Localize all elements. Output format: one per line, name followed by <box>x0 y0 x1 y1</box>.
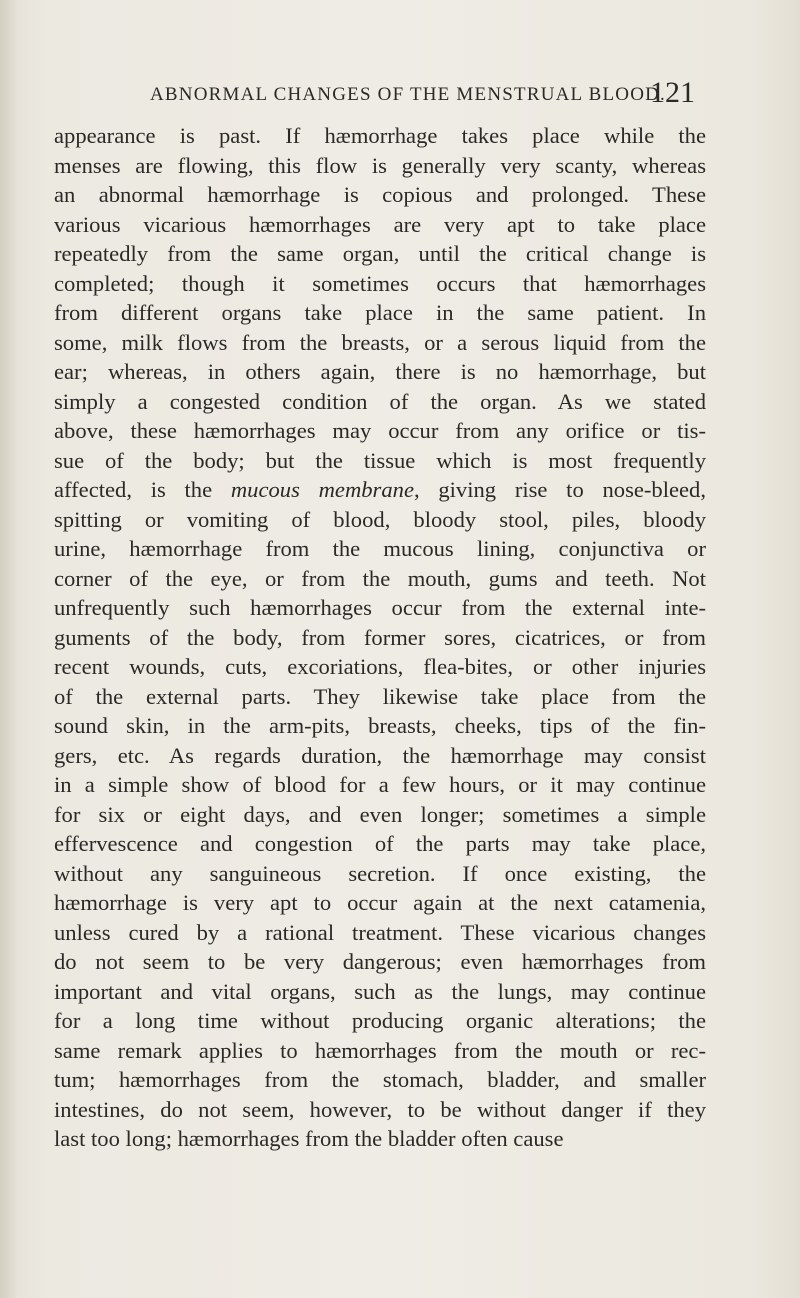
text-line: sound skin, in the arm-pits, breasts, cheeks, tips of the fin- <box>54 713 706 738</box>
text-line: menses are flowing, this flow is generally very scanty, whereas <box>54 152 706 178</box>
text-line: in a simple show of blood for a few hours, or it may continue <box>54 772 706 797</box>
text-line: completed; though it sometimes occurs that hæmorrhages <box>54 270 706 296</box>
text-line: some, milk flows from the breasts, or a serous liquid from the <box>54 329 706 355</box>
text-line: intestines, do not seem, however, to be without danger if they <box>54 1096 706 1122</box>
text-line: from different organs take place in the same patient. In <box>54 300 706 325</box>
text-line: unless cured by a rational treatment. These vicarious changes <box>54 919 706 945</box>
text-line: guments of the body, from former sores, cicatrices, or from <box>54 624 706 650</box>
text-line: sue of the body; but the tissue which is most frequently <box>54 447 706 473</box>
text-line: urine, hæmorrhage from the mucous lining, conjunctiva or <box>54 536 706 561</box>
text-line: effervescence and congestion of the parts may take place, <box>54 831 706 856</box>
page-number: 121 <box>650 76 695 109</box>
text-line: do not seem to be very dangerous; even hæmorrhages from <box>54 949 706 974</box>
text-fragment: affected, is the <box>54 477 231 502</box>
text-line: above, these hæmorrhages may occur from any orifice or tis- <box>54 418 706 443</box>
text-line: recent wounds, cuts, excoriations, flea-bites, or other injuries <box>54 654 706 679</box>
text-line: tum; hæmorrhages from the stomach, bladder, and smaller <box>54 1067 706 1092</box>
text-line: simply a congested condition of the organ. As we stated <box>54 388 706 414</box>
text-line-last: last too long; hæmorrhages from the bladder often cause <box>54 1126 564 1151</box>
text-line: for six or eight days, and even longer; sometimes a simple <box>54 801 706 827</box>
text-line: repeatedly from the same organ, until the critical change is <box>54 241 706 266</box>
text-fragment: , giving rise to nose-bleed, <box>413 477 706 502</box>
text-line: hæmorrhage is very apt to occur again at the next catamenia, <box>54 890 706 915</box>
text-line: for a long time without producing organic alterations; the <box>54 1008 706 1033</box>
text-line: gers, etc. As regards duration, the hæmorrhage may consist <box>54 742 706 768</box>
text-line: spitting or vomiting of blood, bloody stool, piles, bloody <box>54 506 706 532</box>
italic-term: mucous membrane <box>230 477 414 502</box>
text-line: same remark applies to hæmorrhages from the mouth or rec- <box>54 1037 706 1063</box>
text-line: corner of the eye, or from the mouth, gums and teeth. Not <box>54 565 706 591</box>
text-line: important and vital organs, such as the lungs, may continue <box>54 978 706 1004</box>
text-line: unfrequently such hæmorrhages occur from the external inte- <box>54 595 706 620</box>
text-line: of the external parts. They likewise take place from the <box>54 683 706 709</box>
text-line: ear; whereas, in others again, there is no hæmorrhage, but <box>54 359 706 384</box>
running-title: ABNORMAL CHANGES OF THE MENSTRUAL BLOOD. <box>150 84 666 105</box>
body-text <box>54 121 706 1154</box>
text-line: appearance is past. If hæmorrhage takes place while the <box>54 123 706 148</box>
text-line-with-italic <box>54 475 706 505</box>
running-head <box>150 76 710 116</box>
text-line: various vicarious hæmorrhages are very apt to take place <box>54 211 706 237</box>
text-line: without any sanguineous secretion. If once existing, the <box>54 860 706 886</box>
text-line: an abnormal hæmorrhage is copious and prolonged. These <box>54 182 706 207</box>
page-gutter-shadow <box>0 0 18 1298</box>
